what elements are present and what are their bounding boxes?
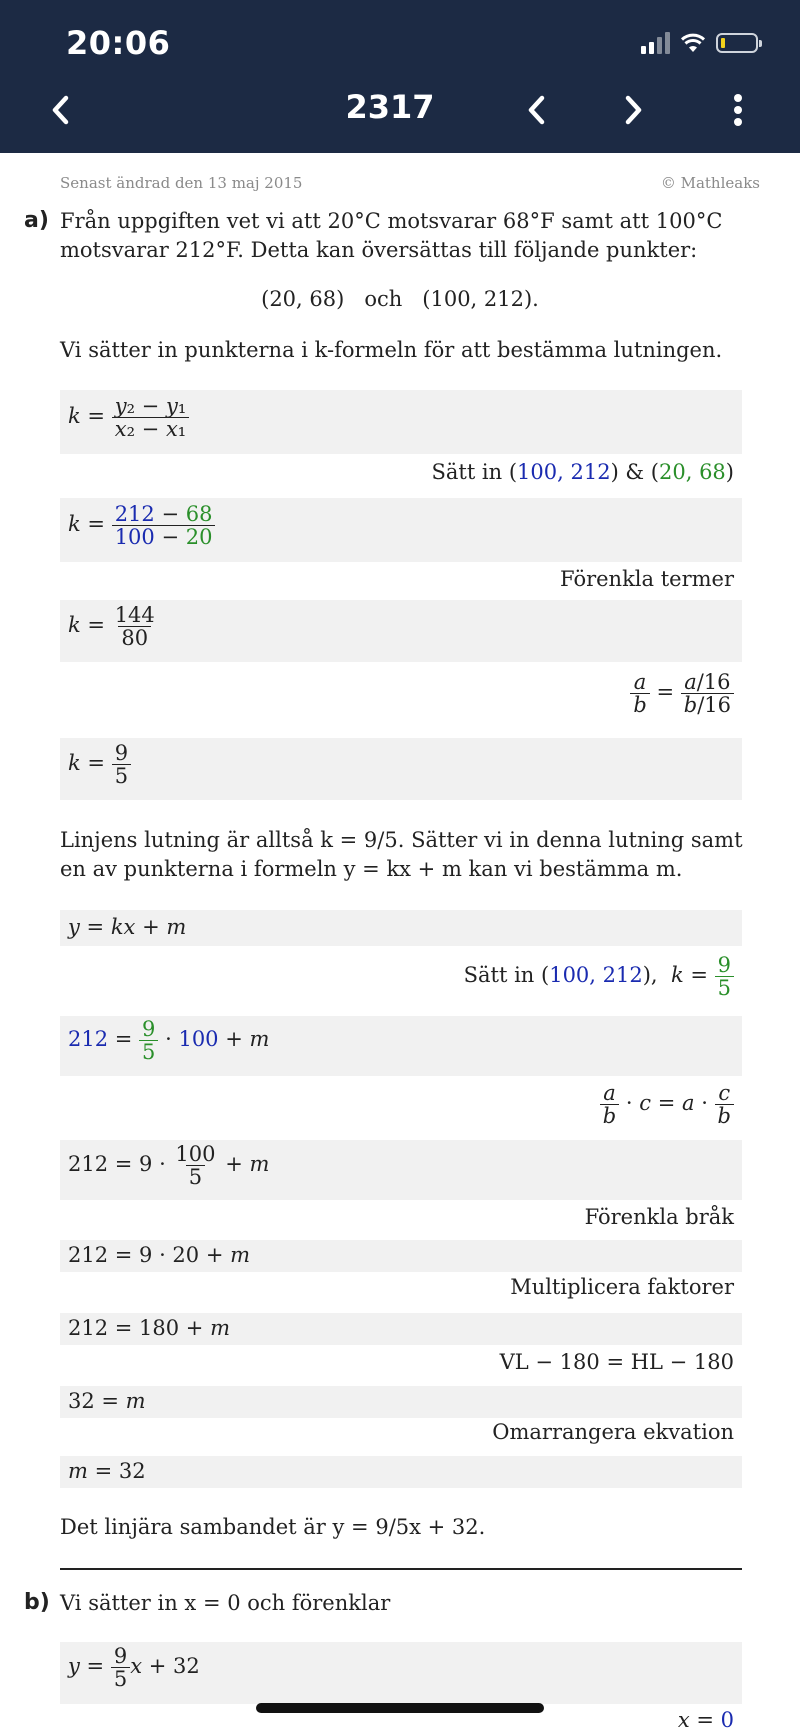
more-options-button[interactable] <box>716 88 760 132</box>
status-icons <box>641 30 758 56</box>
step-annotation: Omarrangera ekvation <box>492 1420 734 1444</box>
math-step: k = $\frac{\text{y₂ − y₁}}{\text{x₂ − x₁}}$ <box>60 390 742 454</box>
part-b-label: b) <box>24 1590 50 1615</box>
math-step: 212 = $\frac{9}{5}$ · 100 + m <box>60 1016 742 1076</box>
wifi-icon <box>680 33 706 53</box>
math-step: 212 = 9 · $\frac{100}{5}$ + m <box>60 1140 742 1200</box>
math-step: 212 = 180 + m <box>60 1313 742 1345</box>
math-step: 212 = 9 · 20 + m <box>60 1240 742 1272</box>
part-a-text1: Vi sätter in punkterna i k-formeln för att bestämma lutningen. <box>60 338 723 362</box>
status-time: 20:06 <box>66 24 171 62</box>
step-annotation: Förenkla termer <box>560 567 734 591</box>
math-step: k = $\frac{212 - 68}{100 - 20}$ <box>60 498 742 562</box>
step-annotation: Sätt in (100, 212), k = $\frac{9}{5}$ <box>60 950 742 1010</box>
step-annotation: $\frac{a}{b}$ = $\frac{a/16}{b/16}$ <box>60 666 742 732</box>
chevron-right-icon <box>623 94 645 126</box>
part-b-intro: Vi sätter in x = 0 och förenklar <box>60 1591 391 1615</box>
math-step: y = $\frac{9}{5}$ x + 32 <box>60 1642 742 1704</box>
step-annotation: VL − 180 = HL − 180 <box>499 1350 734 1374</box>
cellular-signal-icon <box>641 32 670 54</box>
modified-date: Senast ändrad den 13 maj 2015 <box>60 174 303 192</box>
home-indicator <box>256 1703 544 1713</box>
part-a-label: a) <box>24 208 49 233</box>
part-a-text2: Linjens lutning är alltså k = 9/5. Sätter vi in denna lutning samt en av punkterna i formeln y = kx + m kan vi bestämma m. <box>60 828 743 881</box>
battery-icon <box>716 33 758 53</box>
source-credit: © Mathleaks <box>660 174 760 192</box>
math-step: y = kx + m <box>60 910 742 946</box>
math-step: 32 = m <box>60 1386 742 1418</box>
previous-exercise-button[interactable] <box>514 88 558 132</box>
points-display: (20, 68) och (100, 212). <box>261 287 539 311</box>
part-a-intro: Från uppgiften vet vi att 20°C motsvarar 68°F samt att 100°C motsvarar 212°F. Detta kan översättas till följande punkter: <box>60 209 723 262</box>
math-step: k = $\frac{144}{80}$ <box>60 600 742 662</box>
step-annotation: x = 0 <box>677 1708 734 1731</box>
step-annotation: Förenkla bråk <box>584 1205 734 1229</box>
top-bar <box>0 0 800 153</box>
next-exercise-button[interactable] <box>612 88 656 132</box>
chevron-left-icon <box>525 94 547 126</box>
section-divider <box>60 1568 742 1570</box>
more-vertical-icon <box>732 93 744 127</box>
page-title: 2317 <box>345 88 435 126</box>
meta-line <box>60 174 760 192</box>
step-annotation: Multiplicera faktorer <box>510 1275 734 1299</box>
step-annotation: Sätt in (100, 212) & (20, 68) <box>431 460 734 484</box>
math-step: k = $\frac{9}{5}$ <box>60 738 742 800</box>
part-a-conclusion: Det linjära sambandet är y = 9/5x + 32. <box>60 1515 486 1539</box>
step-annotation: $\frac{a}{b}$ · c = a · $\frac{c}{b}$ <box>60 1078 742 1138</box>
math-step: m = 32 <box>60 1456 742 1488</box>
